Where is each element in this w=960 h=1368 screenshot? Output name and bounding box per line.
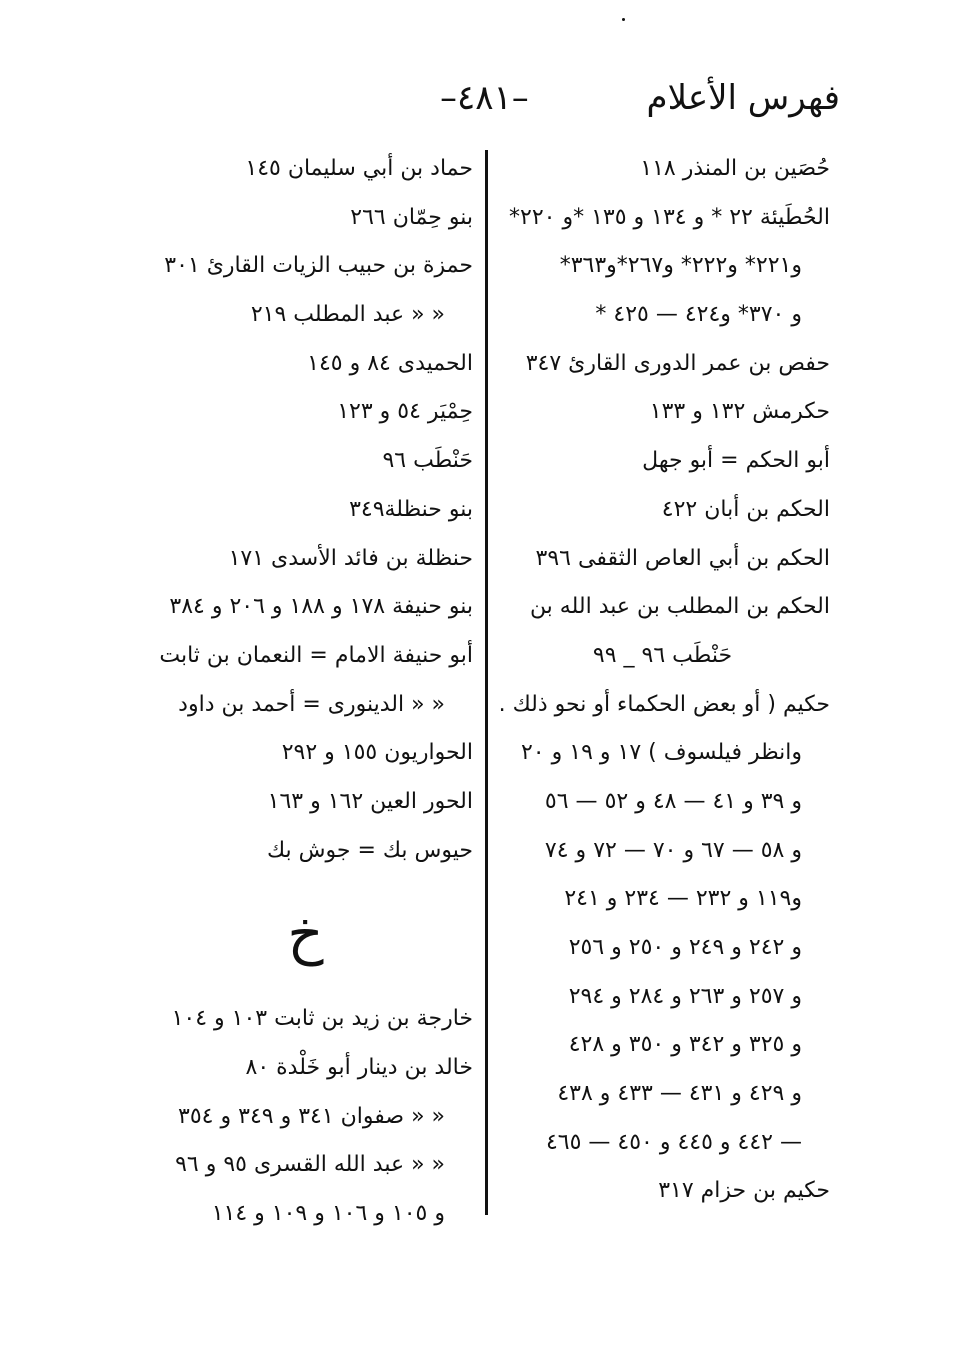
index-entry: حُصَين بن المنذر ١١٨ — [640, 156, 830, 181]
index-entry: و ٢٥٧ و ٢٦٣ و ٢٨٤ و ٢٩٤ — [568, 983, 802, 1009]
index-entry: حماد بن أبي سليمان ١٤٥ — [245, 156, 473, 181]
index-entry: خارجة بن زيد بن ثابت ١٠٣ و ١٠٤ — [171, 1006, 473, 1032]
index-entry: الحور العين ١٦٢ و ١٦٣ — [267, 788, 473, 814]
index-entry: بنو حنيفة ١٧٨ و ١٨٨ و ٢٠٦ و ٣٨٤ — [169, 594, 473, 620]
index-entry: و ٣٧٠* و٤٢٤ — ٤٢٥ * — [595, 302, 802, 328]
index-entry: الحواريون ١٥٥ و ٢٩٢ — [281, 740, 473, 766]
index-entry: حمزة بن حبيب الزيات القارئ ٣٠١ — [164, 253, 473, 279]
index-entry: حفص بن عمر الدورى القارئ ٣٤٧ — [525, 350, 830, 376]
index-entry: و ٤٢٩ و ٤٣١ — ٤٣٣ و ٤٣٨ — [557, 1081, 802, 1107]
index-entry: « « الدينورى = أحمد بن داود — [178, 691, 445, 717]
index-entry: بنو حِمّان ٢٦٦ — [350, 204, 473, 230]
page-header — [150, 78, 840, 128]
section-letter: خ — [287, 902, 324, 968]
index-entry: الحكم بن أبي العاص الثقفى ٣٩٦ — [535, 545, 830, 571]
index-entry: أبو حنيفة الامام = النعمان بن ثابت — [159, 642, 473, 668]
index-entry: و ٣٩ و ٤١ — ٤٨ و ٥٢ — ٥٦ — [544, 788, 802, 814]
index-entry: حنظلة بن فائد الأسدى ١٧١ — [228, 545, 473, 571]
index-entry: الحميدى ٨٤ و ١٤٥ — [307, 350, 473, 376]
index-entry: « « عبد الله القسرى ٩٥ و ٩٦ — [175, 1152, 445, 1178]
left-column-bottom-entries — [138, 995, 473, 1238]
left-column — [138, 145, 473, 1239]
index-entry: حِمْيَر ٥٤ و ١٢٣ — [337, 399, 473, 425]
index-entry: الحكم بن المطلب بن عبد الله بن — [529, 594, 830, 620]
index-entry: و ١٠٥ و ١٠٦ و ١٠٩ و ١١٤ — [211, 1201, 445, 1227]
right-column — [495, 145, 830, 1216]
index-entry: أبو الحكم = أبو جهل — [642, 448, 830, 474]
index-entry: و ٥٨ — ٦٧ و ٧٠ — ٧٢ و ٧٤ — [544, 837, 802, 863]
index-entry: حيوس بك = جوش بك — [266, 837, 473, 863]
index-entry: حكيم بن حزام ٣١٧ — [658, 1178, 830, 1204]
index-entry: و١١٩ و ٢٣٢ — ٢٣٤ و ٢٤١ — [564, 886, 802, 912]
index-entry: حَنْطَب ٩٦ _ ٩٩ — [592, 642, 733, 668]
ink-speck — [622, 18, 625, 21]
column-divider — [485, 150, 488, 1215]
index-entry: و ٣٢٥ و ٣٤٢ و ٣٥٠ و ٤٢٨ — [568, 1032, 802, 1058]
index-entry: حكيم ( أو بعض الحكماء أو نحو ذلك . — [498, 691, 830, 717]
left-column-top-entries — [138, 145, 473, 875]
index-entry: الحُطَيئة ٢٢ * و ١٣٤ و ١٣٥ *و ٢٢٠* — [509, 204, 830, 230]
index-entry: الحكم بن أبان ٤٢٢ — [661, 496, 830, 522]
index-entry: بنو حنظلة٣٤٩ — [349, 496, 473, 522]
page-title: فهرس الأعلام — [646, 78, 840, 118]
index-entry: حَنْطَب ٩٦ — [382, 448, 473, 474]
index-entry: وانظر فيلسوف ) ١٧ و ١٩ و ٢٠ — [520, 740, 802, 766]
index-entry: و٢٢١* و٢٢٢* و٢٦٧*و٣٦٣* — [559, 253, 802, 279]
index-entry: « « عبد المطلب ٢١٩ — [250, 302, 445, 328]
index-entry: و ٢٤٢ و ٢٤٩ و ٢٥٠ و ٢٥٦ — [568, 935, 802, 960]
page-number: –٤٨١– — [440, 78, 529, 118]
index-entry: حكرمش ١٣٢ و ١٣٣ — [649, 399, 830, 425]
index-entry: خالد بن دينار أبو خَلْدة ٨٠ — [245, 1055, 473, 1080]
index-entry: — ٤٤٢ و ٤٤٥ و ٤٥٠ — ٤٦٥ — [545, 1129, 802, 1155]
index-entry: « « صفوان ٣٤١ و ٣٤٩ و ٣٥٤ — [178, 1103, 445, 1129]
